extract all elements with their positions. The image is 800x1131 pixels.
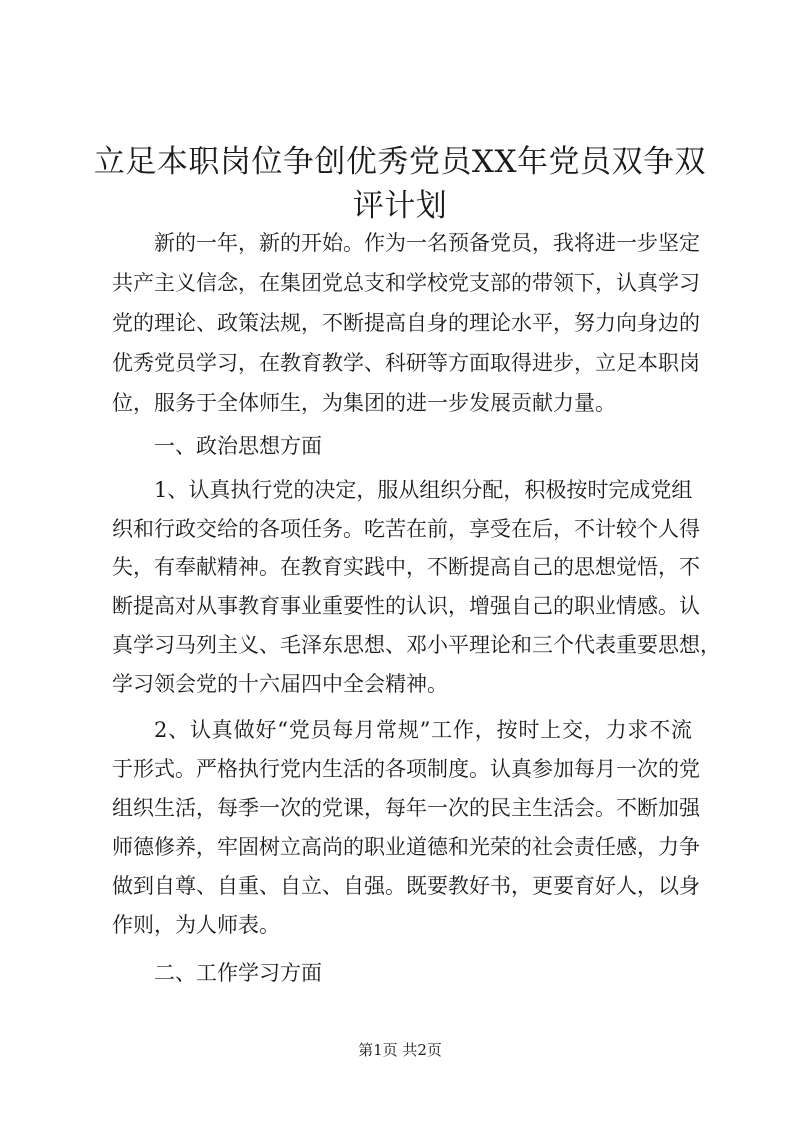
paragraph-line: 1、认真执行党的决定，服从组织分配，积极按时完成党组 [154,478,693,502]
paragraph-line: 共产主义信念，在集团党总支和学校党支部的带领下，认真学习 [112,271,700,295]
paragraph-line: 2、认真做好“党员每月常规”工作，按时上交，力求不流 [154,718,692,742]
paragraph-line: 织和行政交给的各项任务。吃苦在前，享受在后，不计较个人得 [112,517,700,541]
paragraph-line: 组织生活，每季一次的党课，每年一次的民主生活会。不断加强 [112,796,700,820]
paragraph-line: 于形式。严格执行党内生活的各项制度。认真参加每月一次的党 [112,757,700,781]
document-title-line-2: 评计划 [352,188,448,224]
paragraph-line: 作则，为人师表。 [112,913,280,937]
paragraph-line: 做到自尊、自重、自立、自强。既要教好书，更要育好人，以身 [112,874,700,898]
document-title-line-1: 立足本职岗位争创优秀党员XX年党员双争双 [93,144,707,180]
paragraph-line: 师德修养，牢固树立高尚的职业道德和光荣的社会责任感，力争 [112,835,700,859]
paragraph-line: 新的一年，新的开始。作为一名预备党员，我将进一步坚定 [154,231,700,255]
paragraph-line: 断提高对从事教育事业重要性的认识，增强自己的职业情感。认 [112,594,700,618]
paragraph-line: 学习领会党的十六届四中全会精神。 [112,672,448,696]
paragraph-line: 真学习马列主义、毛泽东思想、邓小平理论和三个代表重要思想， [112,633,721,657]
paragraph-line: 党的理论、政策法规，不断提高自身的理论水平，努力向身边的 [112,311,700,335]
page-number-footer: 第1页 共2页 [358,1041,442,1059]
section-heading: 一、政治思想方面 [154,434,322,458]
paragraph-line: 优秀党员学习，在教育教学、科研等方面取得进步，立足本职岗 [112,351,700,375]
paragraph-line: 位，服务于全体师生，为集团的进一步发展贡献力量。 [112,391,616,415]
paragraph-line: 失，有奉献精神。在教育实践中，不断提高自己的思想觉悟，不 [112,555,700,579]
section-heading: 二、工作学习方面 [154,961,322,985]
